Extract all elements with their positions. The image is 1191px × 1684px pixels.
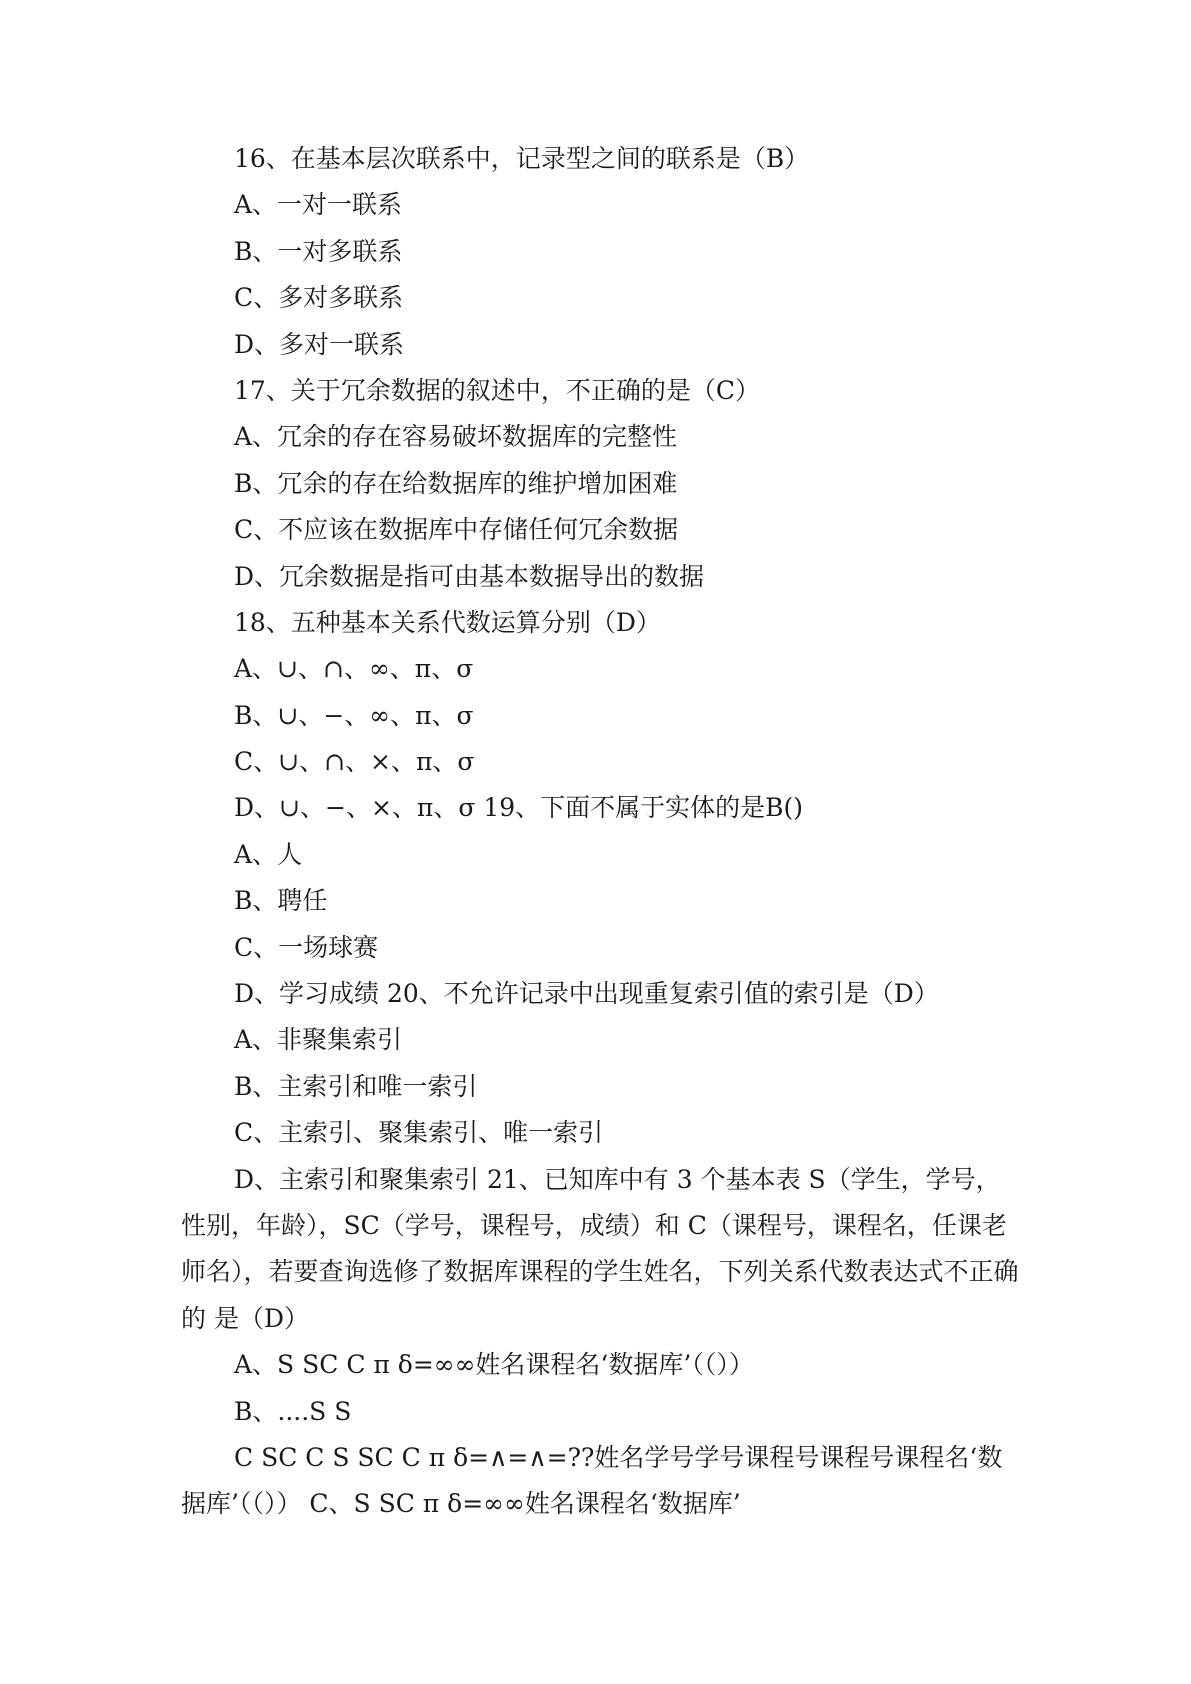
q18-option-a: A、∪、∩、∞、π、σ bbox=[234, 654, 474, 684]
q19-option-d-question-20: D、学习成绩 20、不允许记录中出现重复索引值的索引是（D） bbox=[234, 979, 939, 1009]
q20-option-b: B、主索引和唯一索引 bbox=[234, 1071, 478, 1101]
q21-option-a: A、S SC C π δ=∞∞姓名课程名‘数据库’（（）） bbox=[234, 1350, 754, 1380]
q18-option-d-question-19: D、∪、−、×、π、σ 19、下面不属于实体的是B() bbox=[234, 793, 804, 823]
q18-option-b: B、∪、−、∞、π、σ bbox=[234, 700, 474, 730]
q20-option-a: A、非聚集索引 bbox=[234, 1025, 403, 1055]
q16-option-b: B、一对多联系 bbox=[234, 236, 403, 266]
q20-option-c: C、主索引、聚集索引、唯一索引 bbox=[234, 1118, 604, 1148]
q16-option-a: A、一对一联系 bbox=[234, 190, 403, 220]
q19-option-a: A、人 bbox=[234, 839, 303, 869]
q17-option-d: D、冗余数据是指可由基本数据导出的数据 bbox=[234, 561, 705, 591]
q21-option-b: B、....S S bbox=[234, 1396, 352, 1426]
q19-option-c: C、一场球赛 bbox=[234, 932, 379, 962]
q19-option-b: B、聘任 bbox=[234, 886, 328, 916]
q17-option-b: B、冗余的存在给数据库的维护增加困难 bbox=[234, 468, 678, 498]
q16-option-c: C、多对多联系 bbox=[234, 283, 404, 313]
document-body bbox=[181, 136, 1021, 1528]
q21-option-c: C SC C S SC C π δ=∧=∧=??姓名学号学号课程号课程号课程名‘数据库’（（）） C、S SC π δ=∞∞姓名课程名‘数据库’ bbox=[181, 1443, 1003, 1519]
q20-option-d-question-21: D、主索引和聚集索引 21、已知库中有 3 个基本表 S（学生，学号，性别，年龄），SC（学号，课程号，成绩）和 C（课程号，课程名，任课老师名），若要查询选修了数据库课程的学生姓名，下列关系代数表达式不正确的 是（D） bbox=[181, 1164, 1019, 1333]
q18-option-c: C、∪、∩、×、π、σ bbox=[234, 747, 475, 777]
q17-option-a: A、冗余的存在容易破坏数据库的完整性 bbox=[234, 422, 678, 452]
q17-option-c: C、不应该在数据库中存储任何冗余数据 bbox=[234, 515, 679, 545]
question-16: 16、在基本层次联系中，记录型之间的联系是（B） bbox=[234, 144, 810, 173]
question-17: 17、关于冗余数据的叙述中，不正确的是（C） bbox=[234, 375, 760, 405]
question-18: 18、五种基本关系代数运算分别（D） bbox=[234, 607, 661, 637]
q16-option-d: D、多对一联系 bbox=[234, 329, 405, 359]
